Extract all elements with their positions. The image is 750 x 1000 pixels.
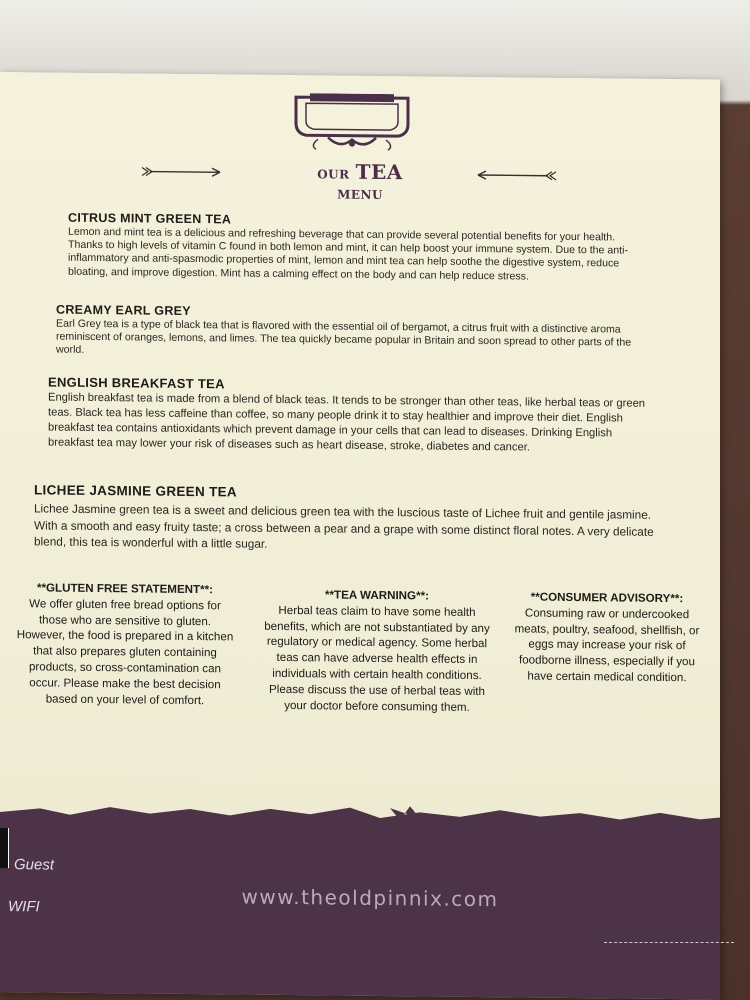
notice-body: Herbal teas claim to have some health benefits, which are not substantiated by any regulatory or medical agency. Some herbal teas can have adverse health effects in individuals with certain health conditions. Please discuss the use of herbal teas with your doctor before consuming them. (264, 603, 490, 714)
tea-name: LICHEE JASMINE GREEN TEA (34, 482, 237, 500)
tea-description: Lichee Jasmine green tea is a sweet and delicious green tea with the luscious taste of Lichee fruit and gentile jasmine. With a smooth and easy fruity taste; a cross between a pear and a grape with some distinct floral notes. A very delicate blend, this tea is wonderful with a little sugar. (34, 501, 654, 551)
tea-name: ENGLISH BREAKFAST TEA (48, 374, 225, 392)
tea-warning (262, 587, 492, 716)
tea-name: CREAMY EARL GREY (56, 302, 191, 318)
notice-body: We offer gluten free bread options for those who are sensitive to gluten. However, the food is prepared in a kitchen that also prepares gluten containing products, so cross-contamination can occur. Please make the best decision based on your level of comfort. (16, 597, 234, 707)
menu-title-menu: MENU (337, 187, 383, 203)
tea-item-earl-grey (56, 303, 646, 364)
tea-item-lichee-jasmine (34, 482, 664, 556)
wifi-label: WIFI (8, 898, 40, 916)
consumer-advisory (512, 589, 702, 686)
gluten-free-statement (14, 580, 236, 709)
table-edge-line (604, 942, 734, 943)
arrow-right-icon (140, 165, 222, 178)
tea-description: English breakfast tea is made from a blend of black teas. It tends to be stronger than other teas, like herbal teas or green teas. Black tea has less caffeine than coffee, so many people drink it to stay healthier and improve their diet. English breakfast tea contains antioxidants which prevent damage in your cells that can lead to diseases. Drinking English breakfast tea may lower your risk of diseases such as heart disease, stroke, diabetes and cancer. (48, 391, 646, 454)
notice-body: Consuming raw or undercooked meats, poultry, seafood, shellfish, or eggs may increase your risk of foodborne illness, especially if you have certain medical condition. (514, 606, 700, 685)
tea-name: CITRUS MINT GREEN TEA (68, 210, 232, 227)
website-url: www.theoldpinnix.com (241, 884, 499, 912)
tea-description: Lemon and mint tea is a delicious and refreshing beverage that can provide several potential benefits for your health. Thanks to high levels of vitamin C found in both lemon and mint, it can help boost your immune system. Due to the anti-inflammatory and anti-spasmodic properties of mint, lemon and mint tea can help soothe the digestive system, reduce bloating, and improve digestion. Mint has a calming effect on the body and can help reduce stress. (68, 225, 628, 283)
menu-title-our: OUR (317, 167, 350, 182)
background-sheet (0, 0, 750, 80)
tea-menu-page (0, 72, 720, 1000)
guest-label: Guest (14, 856, 55, 874)
arrow-left-icon (476, 169, 558, 182)
menu-title-row (0, 156, 720, 203)
pinnix-logo (288, 93, 416, 154)
tea-item-citrus-mint (68, 211, 638, 285)
wifi-card-edge (0, 828, 9, 868)
menu-title-tea: TEA (355, 159, 403, 185)
notice-heading: **CONSUMER ADVISORY**: (530, 590, 684, 606)
tea-description: Earl Grey tea is a type of black tea that is flavored with the essential oil of bergamot, a citrus fruit with a distinctive aroma reminiscent of oranges, lemons, and limes. The tea quickly became popular in Britain and soon spread to other parts of the world. (56, 317, 632, 357)
menu-title (300, 159, 420, 203)
notice-heading: **GLUTEN FREE STATEMENT**: (36, 581, 214, 597)
notice-heading: **TEA WARNING**: (325, 588, 429, 603)
tea-item-english-breakfast (48, 375, 648, 457)
